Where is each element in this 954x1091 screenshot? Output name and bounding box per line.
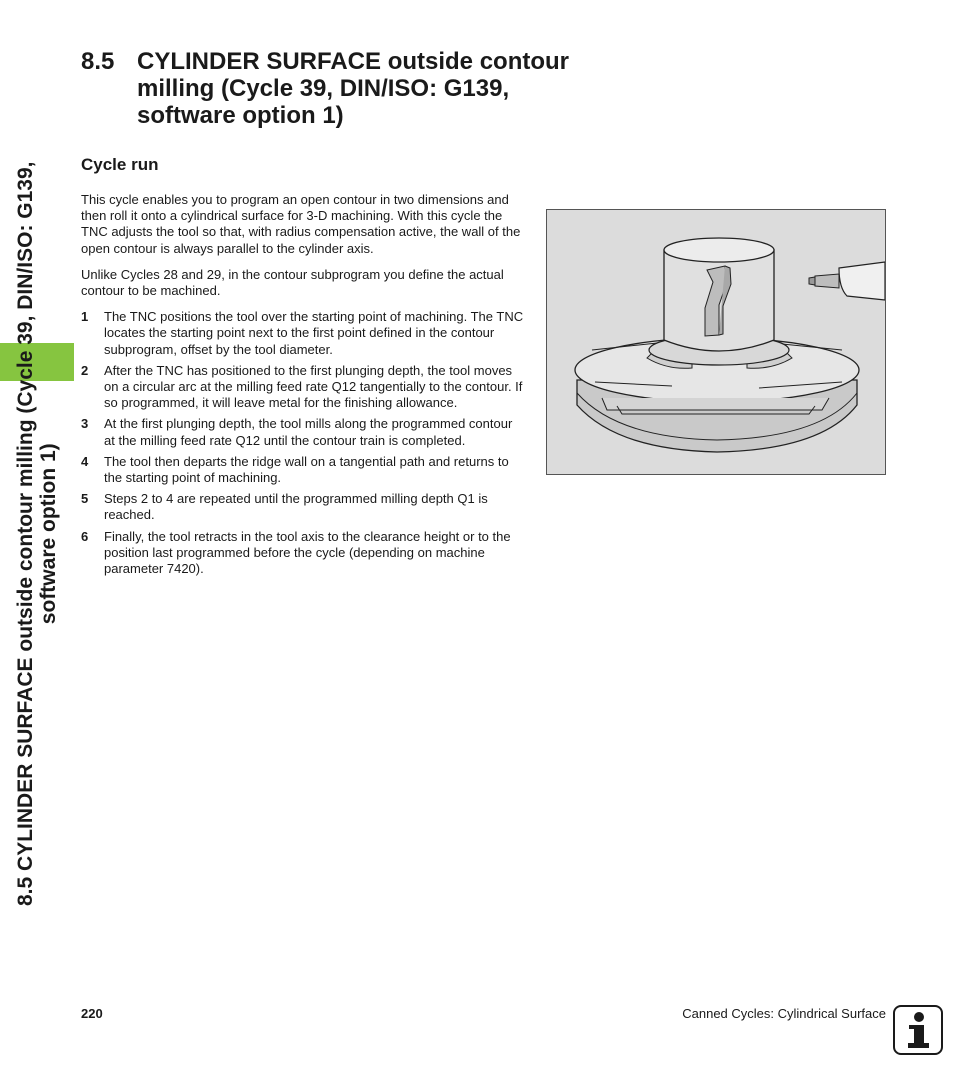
step-item — [81, 416, 525, 448]
step-text: After the TNC has positioned to the first plunging depth, the tool moves on a circular arc at the milling feed rate Q12 tangentially to the contour. If so programmed, it will leave metal for the finishing allowance. — [104, 362, 523, 411]
section-heading — [81, 48, 601, 129]
step-number: 6 — [81, 528, 89, 544]
running-header-line-1: 8.5 CYLINDER SURFACE outside contour milling (Cycle 39, DIN/ISO: G139, — [14, 161, 37, 906]
subsection-title: Cycle run — [81, 155, 159, 174]
step-number: 2 — [81, 362, 89, 378]
step-text: Finally, the tool retracts in the tool axis to the clearance height or to the position last programmed before the cycle (depending on machine parameter 7420). — [104, 528, 511, 577]
intro-paragraph: This cycle enables you to program an open contour in two dimensions and then roll it onto a cylindrical surface for 3-D machining. With this cycle the TNC adjusts the tool so that, with radius compensation active, the wall of the open contour is always parallel to the cylinder axis. — [81, 192, 521, 256]
body-text — [81, 192, 525, 582]
section-number: 8.5 — [81, 48, 115, 75]
info-icon — [893, 1005, 943, 1055]
step-item — [81, 309, 525, 358]
step-item — [81, 491, 525, 523]
cycles-note-paragraph: Unlike Cycles 28 and 29, in the contour subprogram you define the actual contour to be machined. — [81, 266, 504, 299]
section-title: CYLINDER SURFACE outside contour milling (Cycle 39, DIN/ISO: G139, software option 1) — [137, 48, 570, 129]
cylinder-machining-figure — [546, 209, 886, 475]
step-item — [81, 363, 525, 412]
running-header-vertical — [0, 0, 74, 960]
step-item — [81, 529, 525, 578]
cylinder-rotary-table-illustration — [547, 210, 885, 474]
step-number: 1 — [81, 309, 89, 325]
info-glyph — [895, 1007, 941, 1053]
step-number: 5 — [81, 491, 89, 507]
step-text: The tool then departs the ridge wall on a tangential path and returns to the starting point of machining. — [104, 453, 509, 486]
running-header-line-2: software option 1) — [37, 443, 60, 625]
step-text: At the first plunging depth, the tool mills along the programmed contour at the milling feed rate Q12 until the contour train is completed. — [104, 416, 513, 448]
step-number: 3 — [81, 416, 89, 432]
cycle-steps-list — [81, 309, 525, 577]
step-text: Steps 2 to 4 are repeated until the programmed milling depth Q1 is reached. — [104, 491, 488, 523]
footer-chapter-title: Canned Cycles: Cylindrical Surface — [682, 1006, 886, 1021]
step-text: The TNC positions the tool over the starting point of machining. The TNC locates the starting point next to the first point defined in the contour subprogram, offset by the tool diameter. — [104, 309, 524, 357]
step-number: 4 — [81, 453, 89, 469]
step-item — [81, 454, 525, 486]
page-number: 220 — [81, 1006, 103, 1021]
running-header-text — [14, 162, 60, 906]
